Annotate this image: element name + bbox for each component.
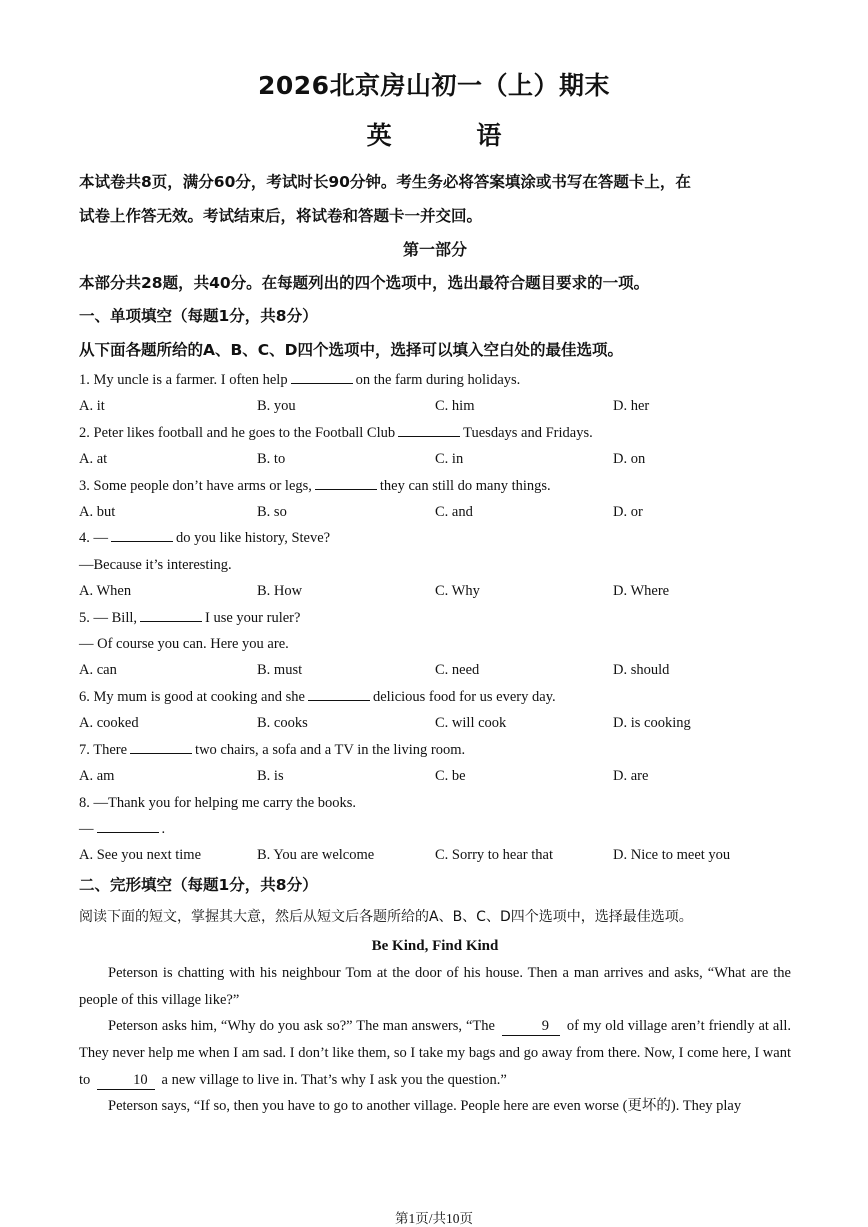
option-a: A. at — [79, 451, 108, 468]
option-a: A. See you next time — [79, 847, 202, 864]
option-a: A. am — [79, 768, 115, 785]
option-d: D. her — [613, 398, 650, 415]
option-a: A. cooked — [79, 715, 139, 732]
cloze-blank-10: 10 — [97, 1071, 155, 1090]
question-2-stem — [79, 420, 791, 446]
question-7-stem — [79, 737, 791, 763]
intro-line-2: 试卷上作答无效。考试结束后，将试卷和答题卡一并交回。 — [79, 206, 483, 225]
question-stem-text: two chairs, a sofa and a TV in the living room. — [195, 741, 466, 758]
passage-paragraph-1: Peterson is chatting with his neighbour Tom at the door of his house. Then a man arrives and asks, “What are the people of this village like?” — [79, 965, 791, 1008]
question-5-options — [79, 657, 791, 683]
exam-title: 2026北京房山初一（上）期末 — [257, 71, 611, 100]
option-a: A. When — [79, 583, 132, 600]
answer-blank — [130, 739, 192, 754]
option-b: B. must — [257, 662, 303, 679]
option-c: C. be — [435, 768, 466, 785]
option-d: D. Where — [613, 583, 670, 600]
question-stem-text: do you like history, Steve? — [176, 530, 331, 547]
question-3-options — [79, 499, 791, 525]
passage-paragraph-3: Peterson says, “If so, then you have to go to another village. People here are even worse (更坏的). They play — [108, 1098, 742, 1115]
option-a: A. it — [79, 398, 105, 415]
section1-heading: 一、单项填空（每题1分，共8分） — [79, 307, 318, 325]
cloze-blank-9: 9 — [502, 1017, 560, 1036]
question-7-options — [79, 763, 791, 789]
exam-content — [79, 166, 791, 1120]
answer-blank — [398, 422, 460, 437]
option-b: B. to — [257, 451, 286, 468]
intro-line-1: 本试卷共8页，满分60分，考试时长90分钟。考生务必将答案填涂或书写在答题卡上，在 — [79, 173, 691, 191]
question-stem-text: 5. — Bill, — [79, 609, 138, 626]
option-d: D. should — [613, 662, 670, 679]
question-4-stem — [79, 525, 791, 551]
question-stem-text: I use your ruler? — [205, 609, 301, 626]
question-8-options — [79, 842, 791, 868]
answer-blank — [308, 686, 370, 701]
question-stem-text: they can still do many things. — [379, 477, 551, 494]
option-d: D. Nice to meet you — [613, 847, 731, 864]
option-d: D. or — [613, 504, 643, 521]
question-1-stem — [79, 367, 791, 393]
question-stem-text: 2. Peter likes football and he goes to the Football Club — [79, 424, 396, 441]
answer-blank — [111, 527, 173, 542]
passage-title: Be Kind, Find Kind — [371, 938, 499, 955]
option-c: C. him — [435, 398, 475, 415]
question-4-reply: —Because it’s interesting. — [79, 556, 232, 573]
question-stem-text: 4. — — [79, 530, 108, 547]
question-stem-text: on the farm during holidays. — [355, 372, 521, 388]
paragraph-text: of my old village aren’t friendly at all. They never help me when I am sad. I don’t like them, so I take my bags and go away from there. Now, I come here, I want to — [79, 1018, 791, 1088]
option-b: B. is — [257, 768, 284, 785]
question-6-stem — [79, 684, 791, 710]
question-6-options — [79, 710, 791, 736]
question-stem-text: Tuesdays and Fridays. — [463, 424, 593, 441]
question-8-stem: 8. —Thank you for helping me carry the books. — [79, 794, 357, 811]
section1-instruction: 从下面各题所给的A、B、C、D四个选项中，选择可以填入空白处的最佳选项。 — [79, 340, 624, 359]
question-stem-text: delicious food for us every day. — [372, 688, 556, 705]
option-c: C. Why — [435, 583, 480, 600]
part1-instruction: 本部分共28题，共40分。在每题列出的四个选项中，选出最符合题目要求的一项。 — [79, 273, 650, 292]
part1-heading: 第一部分 — [402, 240, 467, 259]
option-b: B. How — [257, 583, 303, 600]
option-b: B. You are welcome — [257, 847, 375, 864]
option-b: B. you — [257, 398, 296, 415]
option-c: C. in — [435, 451, 464, 468]
option-c: C. need — [435, 662, 480, 679]
question-stem-text: 1. My uncle is a farmer. I often help — [79, 372, 288, 388]
option-b: B. cooks — [257, 715, 308, 732]
section2-instruction: 阅读下面的短文，掌握其大意，然后从短文后各题所给的A、B、C、D四个选项中，选择最佳选项。 — [79, 909, 693, 926]
question-4-options — [79, 578, 791, 604]
question-2-options — [79, 446, 791, 472]
page-number: 第1页/共10页 — [394, 1211, 473, 1226]
option-a: A. can — [79, 662, 117, 679]
question-5-reply: — Of course you can. Here you are. — [79, 636, 289, 653]
option-b: B. so — [257, 504, 287, 521]
question-1-options — [79, 393, 791, 419]
question-stem-text: 6. My mum is good at cooking and she — [79, 688, 305, 705]
option-c: C. will cook — [435, 715, 507, 732]
option-c: C. and — [435, 504, 473, 521]
option-d: D. is cooking — [613, 715, 691, 732]
question-3-stem — [79, 473, 791, 499]
question-stem-text: 3. Some people don’t have arms or legs, — [79, 477, 312, 494]
answer-blank — [97, 818, 159, 833]
reply-dash: — — [79, 820, 94, 837]
answer-blank — [291, 369, 353, 384]
passage-paragraph-2 — [79, 1013, 791, 1093]
section2-heading: 二、完形填空（每题1分，共8分） — [79, 875, 318, 894]
option-c: C. Sorry to hear that — [435, 847, 553, 864]
question-8-reply — [79, 816, 791, 842]
answer-blank — [315, 475, 377, 490]
reply-period: . — [161, 820, 166, 837]
answer-blank — [140, 607, 202, 622]
paragraph-text: a new village to live in. That’s why I ask you the question.” — [161, 1071, 507, 1088]
paragraph-text: Peterson asks him, “Why do you ask so?” The man answers, “The — [108, 1018, 495, 1035]
question-stem-text: 7. There — [79, 741, 128, 758]
option-a: A. but — [79, 504, 116, 521]
option-d: D. on — [613, 451, 646, 468]
subject-title: 英 语 — [366, 121, 540, 150]
question-5-stem — [79, 605, 791, 631]
option-d: D. are — [613, 768, 649, 785]
